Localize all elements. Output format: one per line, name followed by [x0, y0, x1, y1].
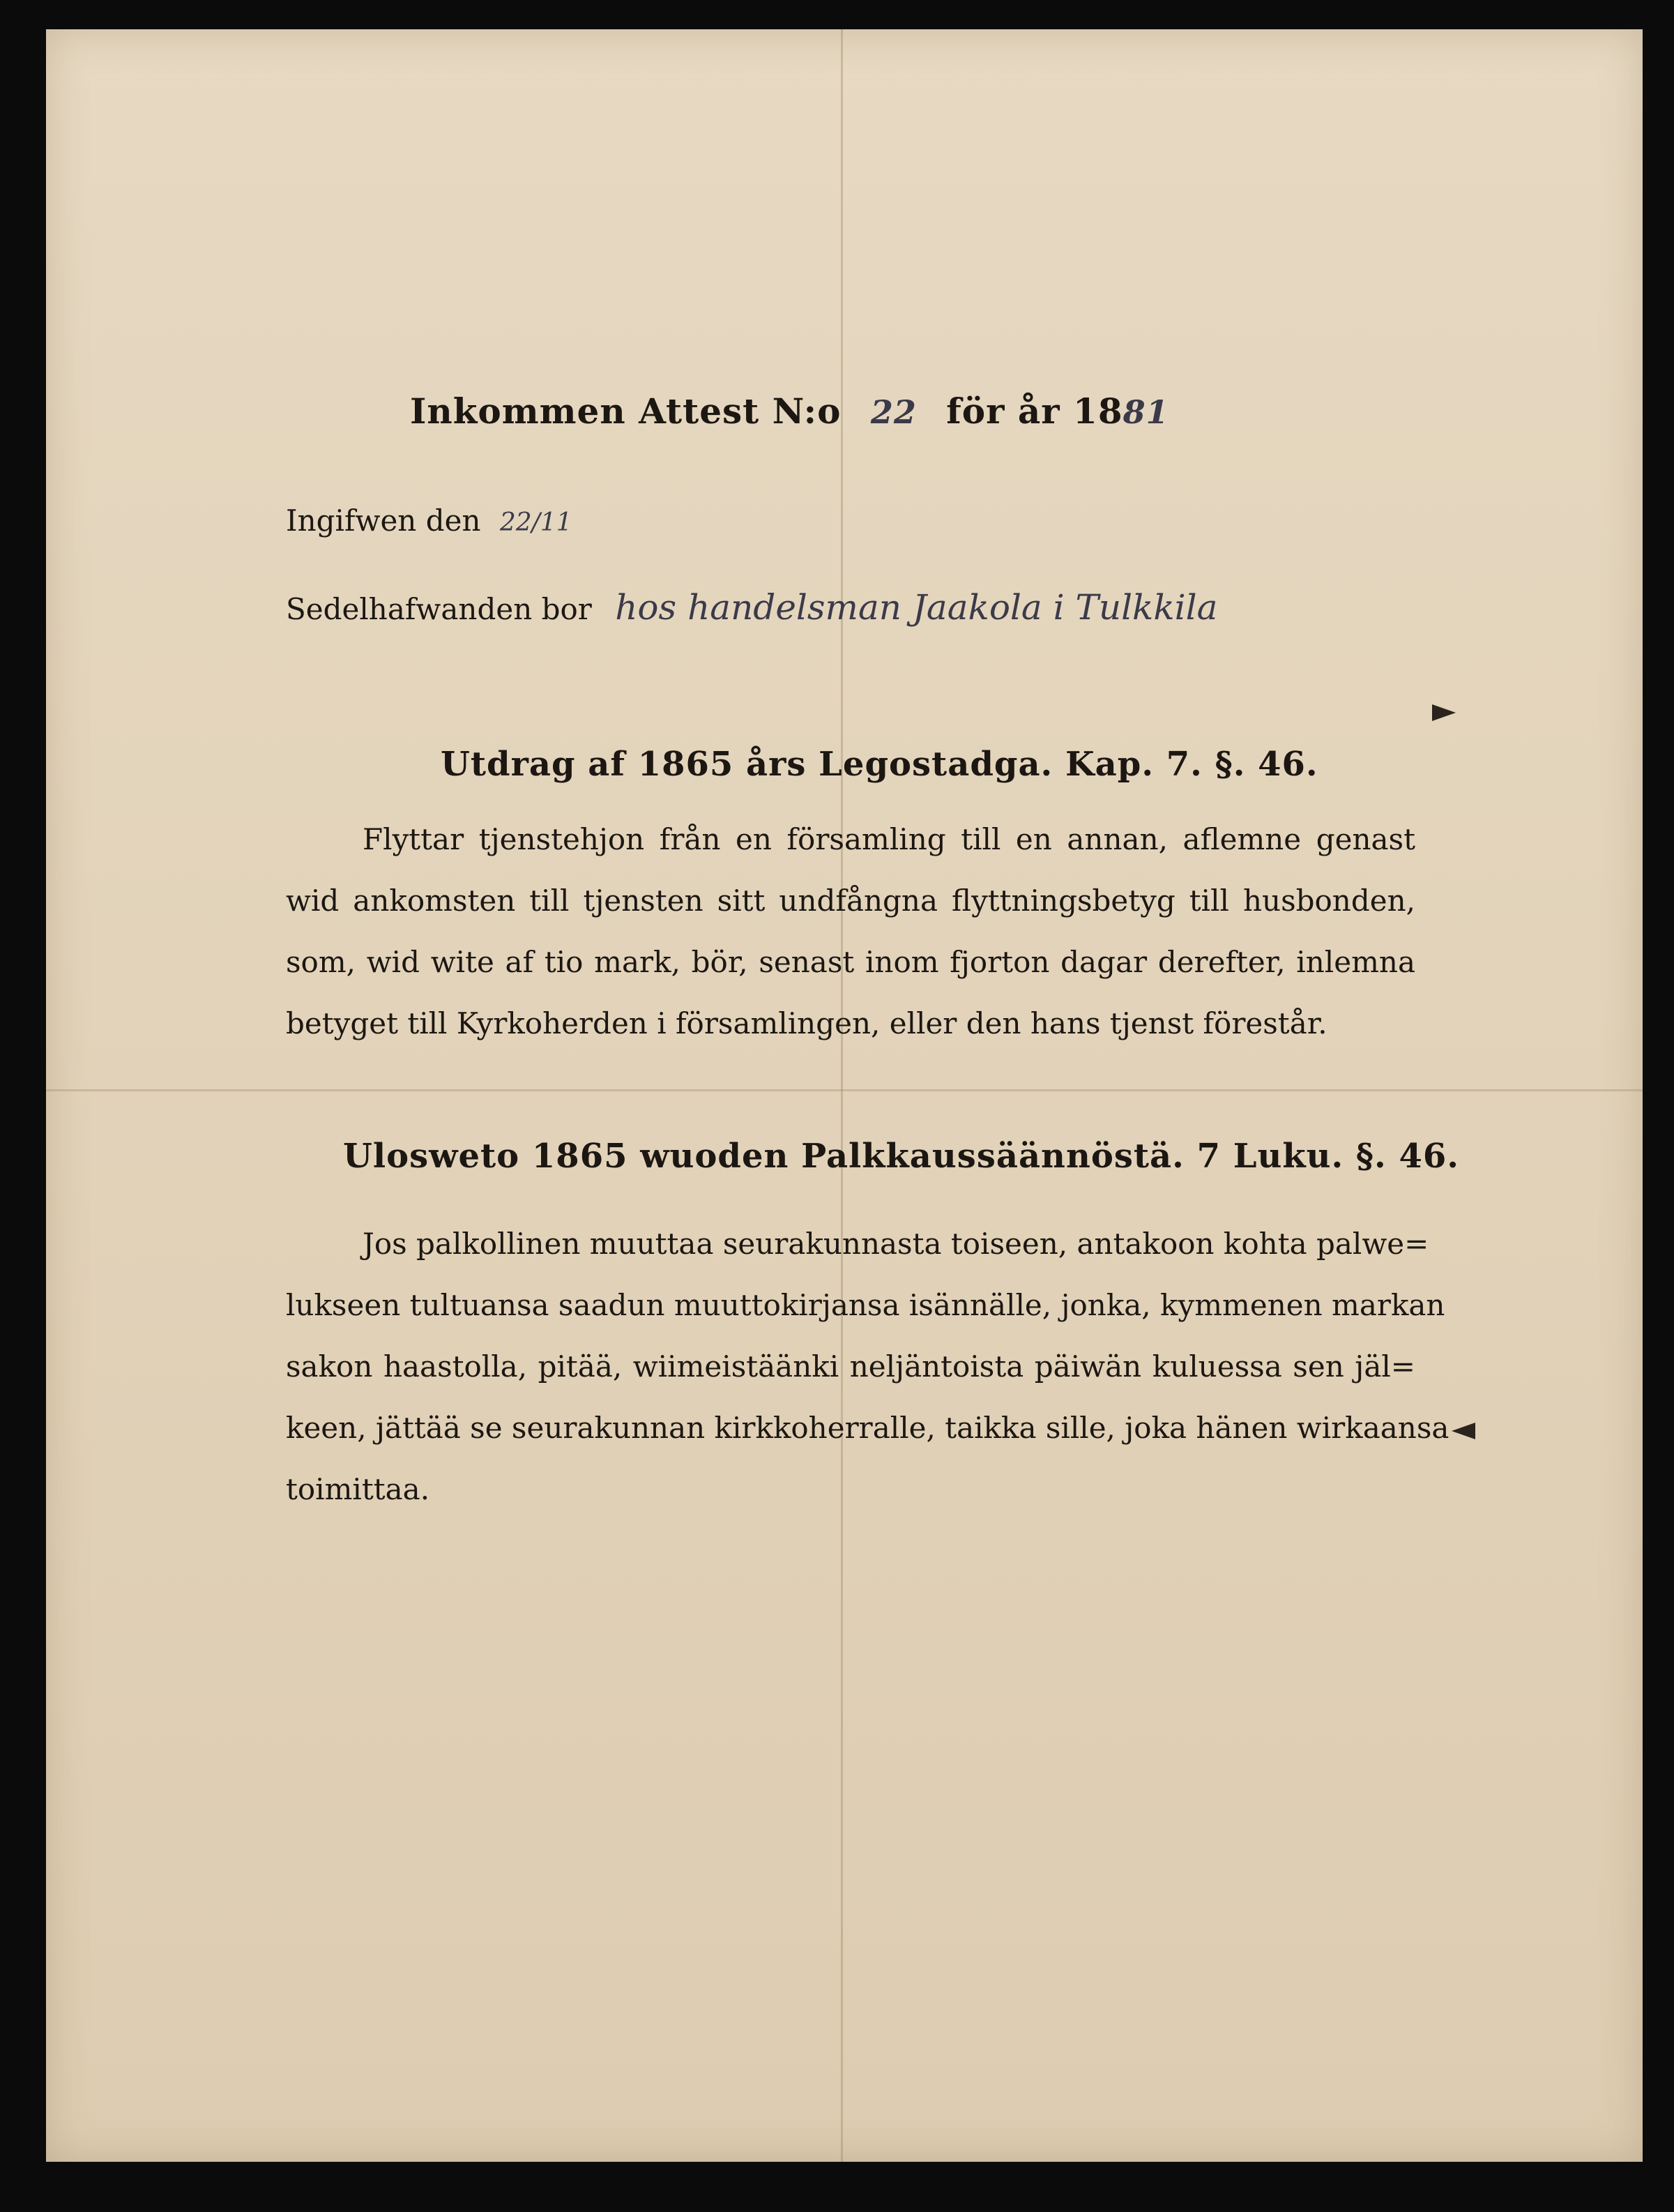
finnish-line-4: keen, jättää se seurakunnan kirkkoherralle, taikka sille, joka hänen wirkaansa [286, 1411, 1449, 1445]
attest-title [410, 391, 1169, 432]
title-year-label: för år 18 [946, 391, 1123, 432]
swedish-section-body [286, 809, 1415, 1054]
resident-address-handwritten: hos handelsman Jaakola i Tulkkila [615, 587, 1218, 628]
finnish-line-1: Jos palkollinen muuttaa seurakunnasta toiseen, antakoon kohta palwe= [363, 1227, 1429, 1261]
filed-line [286, 503, 572, 538]
swedish-line-1: Flyttar tjenstehjon från en församling till en annan, aflemne genast [363, 822, 1415, 856]
vertical-fold-line [841, 29, 843, 2162]
resident-label: Sedelhafwanden bor [286, 592, 592, 626]
swedish-section-heading: Utdrag af 1865 års Legostadga. Kap. 7. §. 46. [441, 745, 1318, 784]
mounting-tack-icon [1452, 1423, 1475, 1439]
mounting-tack-icon [1432, 704, 1456, 721]
finnish-line-3: sakon haastolla, pitää, wiimeistäänki neljäntoista päiwän kuluessa sen jäl= [286, 1349, 1415, 1384]
horizontal-fold-line [46, 1089, 1643, 1091]
filed-date-handwritten: 22/11 [499, 508, 572, 537]
finnish-line-2: lukseen tultuansa saadun muuttokirjansa isännälle, jonka, kymmenen markan [286, 1288, 1445, 1322]
finnish-section-heading: Ulosweto 1865 wuoden Palkkaussäännöstä. 7 Luku. §. 46. [343, 1137, 1459, 1176]
filed-label: Ingifwen den [286, 503, 481, 538]
swedish-line-3: som, wid wite af tio mark, bör, senast inom fjorton dagar derefter, inlemna [286, 945, 1415, 979]
title-prefix: Inkommen Attest N:o [410, 391, 842, 432]
document-paper [46, 29, 1643, 2162]
finnish-line-5: toimittaa. [286, 1472, 430, 1506]
resident-line [286, 587, 1217, 628]
swedish-line-2: wid ankomsten till tjensten sitt undfångna flyttningsbetyg till husbonden, [286, 884, 1415, 918]
finnish-section-body [286, 1213, 1449, 1520]
attest-number-handwritten: 22 [870, 393, 917, 431]
year-handwritten: 81 [1123, 393, 1169, 431]
swedish-line-4: betyget till Kyrkoherden i församlingen, eller den hans tjenst förestår. [286, 1006, 1327, 1040]
